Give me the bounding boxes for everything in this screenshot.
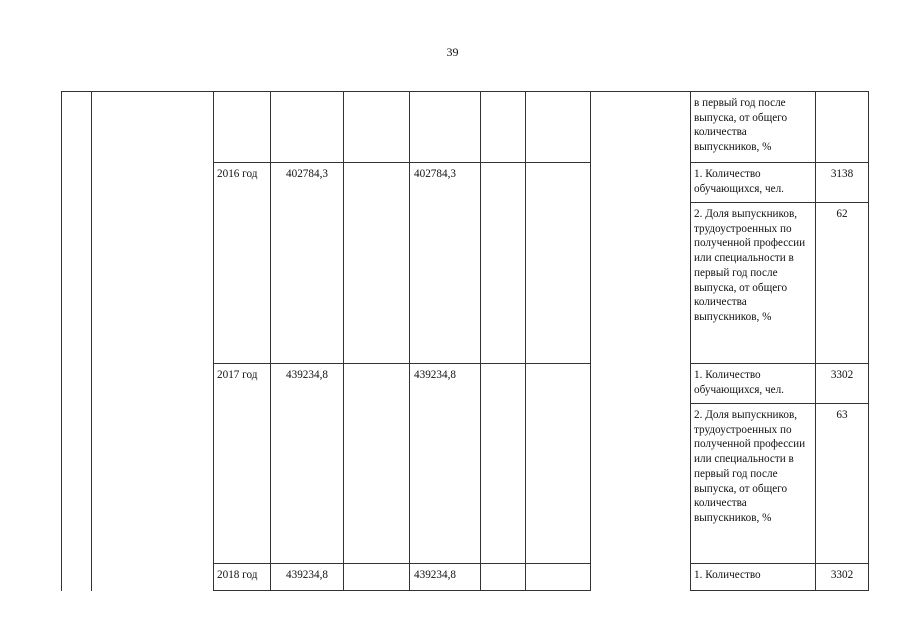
- cell-federal: [344, 92, 410, 163]
- cell-year: [214, 92, 271, 163]
- indicator-name: в первый год после выпуска, от общего количества выпускников, %: [691, 92, 816, 163]
- indicator-value: 62: [816, 203, 869, 364]
- cell-total: 439234,8: [271, 564, 344, 591]
- cell-year: 2018 год: [214, 564, 271, 591]
- cell-other: [526, 92, 591, 163]
- cell-number-column: [62, 92, 92, 591]
- indicator-name: 1. Количество: [691, 564, 816, 591]
- cell-local: [481, 364, 526, 564]
- indicator-value: 3302: [816, 564, 869, 591]
- indicator-name: 2. Доля выпускников, трудоустроенных по полученной профессии или специальности в первый год после выпуска, от общего количества выпускников, %: [691, 404, 816, 564]
- cell-local: [481, 163, 526, 364]
- cell-federal: [344, 163, 410, 364]
- cell-name-column: [92, 92, 214, 591]
- indicator-name: 1. Количество обучающихся, чел.: [691, 364, 816, 404]
- program-financing-table: [61, 91, 869, 591]
- indicator-value: 63: [816, 404, 869, 564]
- cell-other: [526, 564, 591, 591]
- cell-executor-column: [591, 92, 691, 591]
- table-row-continuation: [62, 92, 869, 163]
- cell-year: 2017 год: [214, 364, 271, 564]
- cell-year: 2016 год: [214, 163, 271, 364]
- indicator-name: 2. Доля выпускников, трудоустроенных по полученной профессии или специальности в первый год после выпуска, от общего количества выпускников, %: [691, 203, 816, 364]
- cell-total: 402784,3: [271, 163, 344, 364]
- indicator-name: 1. Количество обучающихся, чел.: [691, 163, 816, 203]
- indicator-value: 3302: [816, 364, 869, 404]
- cell-regional: 402784,3: [410, 163, 481, 364]
- cell-other: [526, 163, 591, 364]
- indicator-value: [816, 92, 869, 163]
- cell-federal: [344, 364, 410, 564]
- cell-local: [481, 564, 526, 591]
- cell-total: 439234,8: [271, 364, 344, 564]
- cell-regional: [410, 92, 481, 163]
- cell-other: [526, 364, 591, 564]
- cell-regional: 439234,8: [410, 364, 481, 564]
- indicator-value: 3138: [816, 163, 869, 203]
- cell-local: [481, 92, 526, 163]
- cell-regional: 439234,8: [410, 564, 481, 591]
- cell-federal: [344, 564, 410, 591]
- page-number: 39: [446, 45, 459, 59]
- cell-total: [271, 92, 344, 163]
